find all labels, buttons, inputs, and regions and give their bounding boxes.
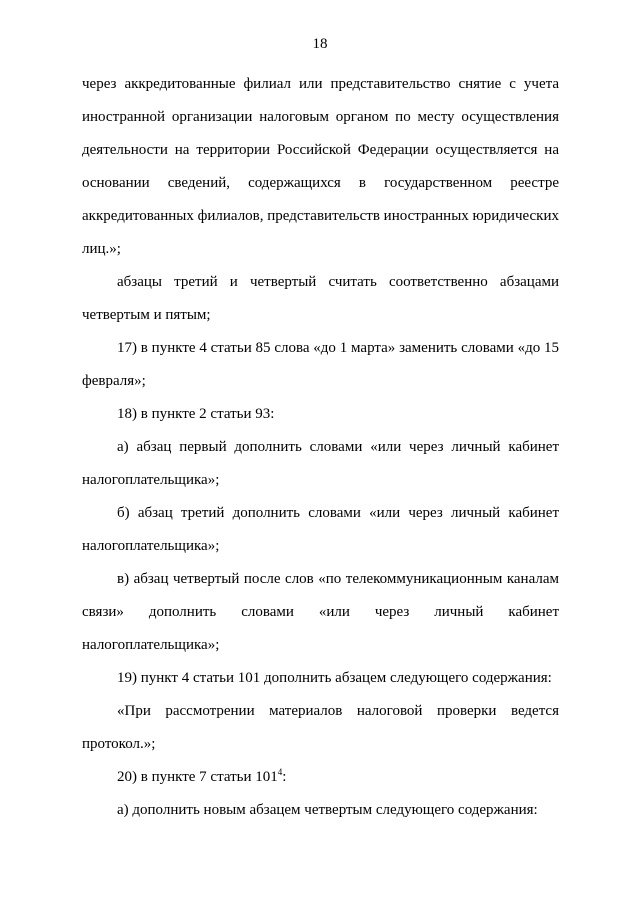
paragraph: б) абзац третий дополнить словами «или через личный кабинет налогоплательщика»;	[82, 505, 559, 554]
paragraph: 18) в пункте 2 статьи 93:	[117, 406, 275, 422]
document-body	[82, 68, 559, 827]
paragraph: а) дополнить новым абзацем четвертым следующего содержания:	[117, 802, 538, 818]
paragraph: абзацы третий и четвертый считать соответственно абзацами четвертым и пятым;	[82, 274, 559, 323]
paragraph: 17) в пункте 4 статьи 85 слова «до 1 марта» заменить словами «до 15 февраля»;	[82, 340, 559, 389]
paragraph: а) абзац первый дополнить словами «или через личный кабинет налогоплательщика»;	[82, 439, 559, 488]
paragraph: в) абзац четвертый после слов «по телекоммуникационным каналам связи» дополнить словами «или через личный кабинет налогоплательщика»;	[82, 571, 559, 653]
superscript: 4	[277, 767, 283, 777]
paragraph-text: 20) в пункте 7 статьи 101	[117, 769, 278, 785]
paragraph: 19) пункт 4 статьи 101 дополнить абзацем следующего содержания:	[117, 670, 552, 686]
paragraph	[82, 761, 559, 794]
paragraph: через аккредитованные филиал или представительство снятие с учета иностранной организации налоговым органом по месту осуществления деятельности на территории Российской Федерации осуществляется на основании сведений, содержащихся в государственном реестре аккредитованных филиалов, представительств иностранных юридических лиц.»;	[82, 76, 559, 257]
page-number: 18	[312, 36, 328, 52]
paragraph-text-end: :	[282, 769, 287, 785]
paragraph: «При рассмотрении материалов налоговой проверки ведется протокол.»;	[82, 703, 559, 752]
